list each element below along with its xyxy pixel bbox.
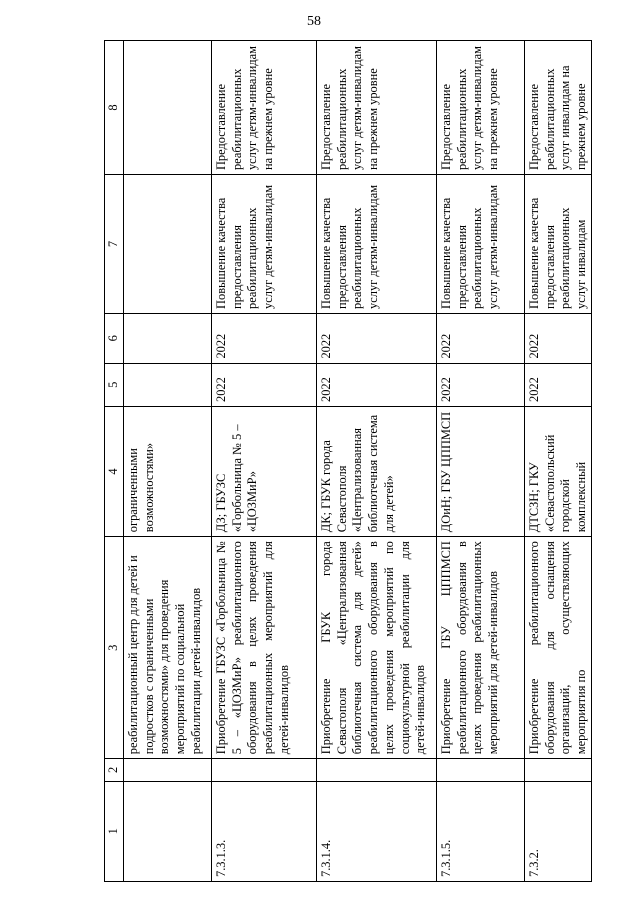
page-number: 58 bbox=[307, 14, 321, 29]
row-expected: Предоставление реабилитационных услуг инвалидам на прежнем уровне bbox=[524, 41, 591, 175]
row-description: Приобретение реабилитационного оборудования для оснащения организаций, осуществляющих мероприятия по bbox=[524, 537, 591, 759]
header-cell-2: 2 bbox=[105, 759, 124, 781]
rotated-table-area bbox=[104, 40, 588, 882]
header-cell-7: 7 bbox=[105, 175, 124, 314]
header-cell-1: 1 bbox=[105, 781, 124, 881]
row-number: 7.3.2. bbox=[524, 781, 591, 881]
header-cell-8: 8 bbox=[105, 41, 124, 175]
row-year-end: 2022 bbox=[524, 313, 591, 363]
row-number: 7.3.1.5. bbox=[436, 781, 524, 881]
row-year-start: 2022 bbox=[316, 363, 436, 406]
row-year-end bbox=[123, 313, 211, 363]
row-expected: Предоставление реабилитационных услуг детям-инвалидам на прежнем уровне bbox=[211, 41, 316, 175]
rotated-table bbox=[104, 40, 588, 882]
row-number bbox=[123, 781, 211, 881]
row-result: Повышение качества предоставления реабилитационных услуг детям-инвалидам bbox=[436, 175, 524, 314]
row-year-start: 2022 bbox=[524, 363, 591, 406]
table-row bbox=[316, 41, 436, 882]
row-description: Приобретение ГБУ ЦППМСП реабилитационного оборудования в целях проведения реабилитационных мероприятий для детей-инвалидов bbox=[436, 537, 524, 759]
table-row bbox=[123, 41, 211, 882]
row-col2 bbox=[211, 759, 316, 781]
row-expected: Предоставление реабилитационных услуг детям-инвалидам на прежнем уровне bbox=[436, 41, 524, 175]
row-year-end: 2022 bbox=[211, 313, 316, 363]
row-year-start bbox=[123, 363, 211, 406]
row-col2 bbox=[436, 759, 524, 781]
row-number: 7.3.1.3. bbox=[211, 781, 316, 881]
row-expected bbox=[123, 41, 211, 175]
row-executor: ДК; ГБУК города Севастополя «Централизованная библиотечная система для детей» bbox=[316, 406, 436, 536]
row-description: реабилитационный центр для детей и подростков с ограниченными возможностями» для проведения мероприятий по социальной реабилитации детей-инвалидов bbox=[123, 537, 211, 759]
row-col2 bbox=[524, 759, 591, 781]
header-cell-5: 5 bbox=[105, 363, 124, 406]
row-year-end: 2022 bbox=[316, 313, 436, 363]
row-year-end: 2022 bbox=[436, 313, 524, 363]
table-row bbox=[211, 41, 316, 882]
row-number: 7.3.1.4. bbox=[316, 781, 436, 881]
measures-table bbox=[104, 40, 592, 882]
header-row bbox=[105, 41, 124, 882]
row-expected: Предоставление реабилитационных услуг детям-инвалидам на прежнем уровне bbox=[316, 41, 436, 175]
row-year-start: 2022 bbox=[436, 363, 524, 406]
header-cell-6: 6 bbox=[105, 313, 124, 363]
row-result: Повышение качества предоставления реабилитационных услуг детям-инвалидам bbox=[211, 175, 316, 314]
table-row bbox=[524, 41, 591, 882]
header-cell-4: 4 bbox=[105, 406, 124, 536]
row-result: Повышение качества предоставления реабилитационных услуг инвалидам bbox=[524, 175, 591, 314]
header-cell-3: 3 bbox=[105, 537, 124, 759]
row-description: Приобретение ГБУЗС «Горбольница № 5 – «ЦОЗМиР» реабилитационного оборудования в целях проведения реабилитационных мероприятий для детей-инвалидов bbox=[211, 537, 316, 759]
row-executor: ДОиН; ГБУ ЦППМСП bbox=[436, 406, 524, 536]
row-description: Приобретение ГБУК города Севастополя «Централизованная библиотечная система для детей» реабилитационного оборудования в целях проведения мероприятий по социокультурной реабилитации для детей-инвалидов bbox=[316, 537, 436, 759]
row-col2 bbox=[316, 759, 436, 781]
row-year-start: 2022 bbox=[211, 363, 316, 406]
row-executor: ограниченными возможностями» bbox=[123, 406, 211, 536]
table-row bbox=[436, 41, 524, 882]
row-result bbox=[123, 175, 211, 314]
row-result: Повышение качества предоставления реабилитационных услуг детям-инвалидам bbox=[316, 175, 436, 314]
row-executor: ДЗ; ГБУЗС «Горбольница № 5 – «ЦОЗМиР» bbox=[211, 406, 316, 536]
row-col2 bbox=[123, 759, 211, 781]
row-executor: ДТСЗН; ГКУ «Севастопольский городской комплексный bbox=[524, 406, 591, 536]
